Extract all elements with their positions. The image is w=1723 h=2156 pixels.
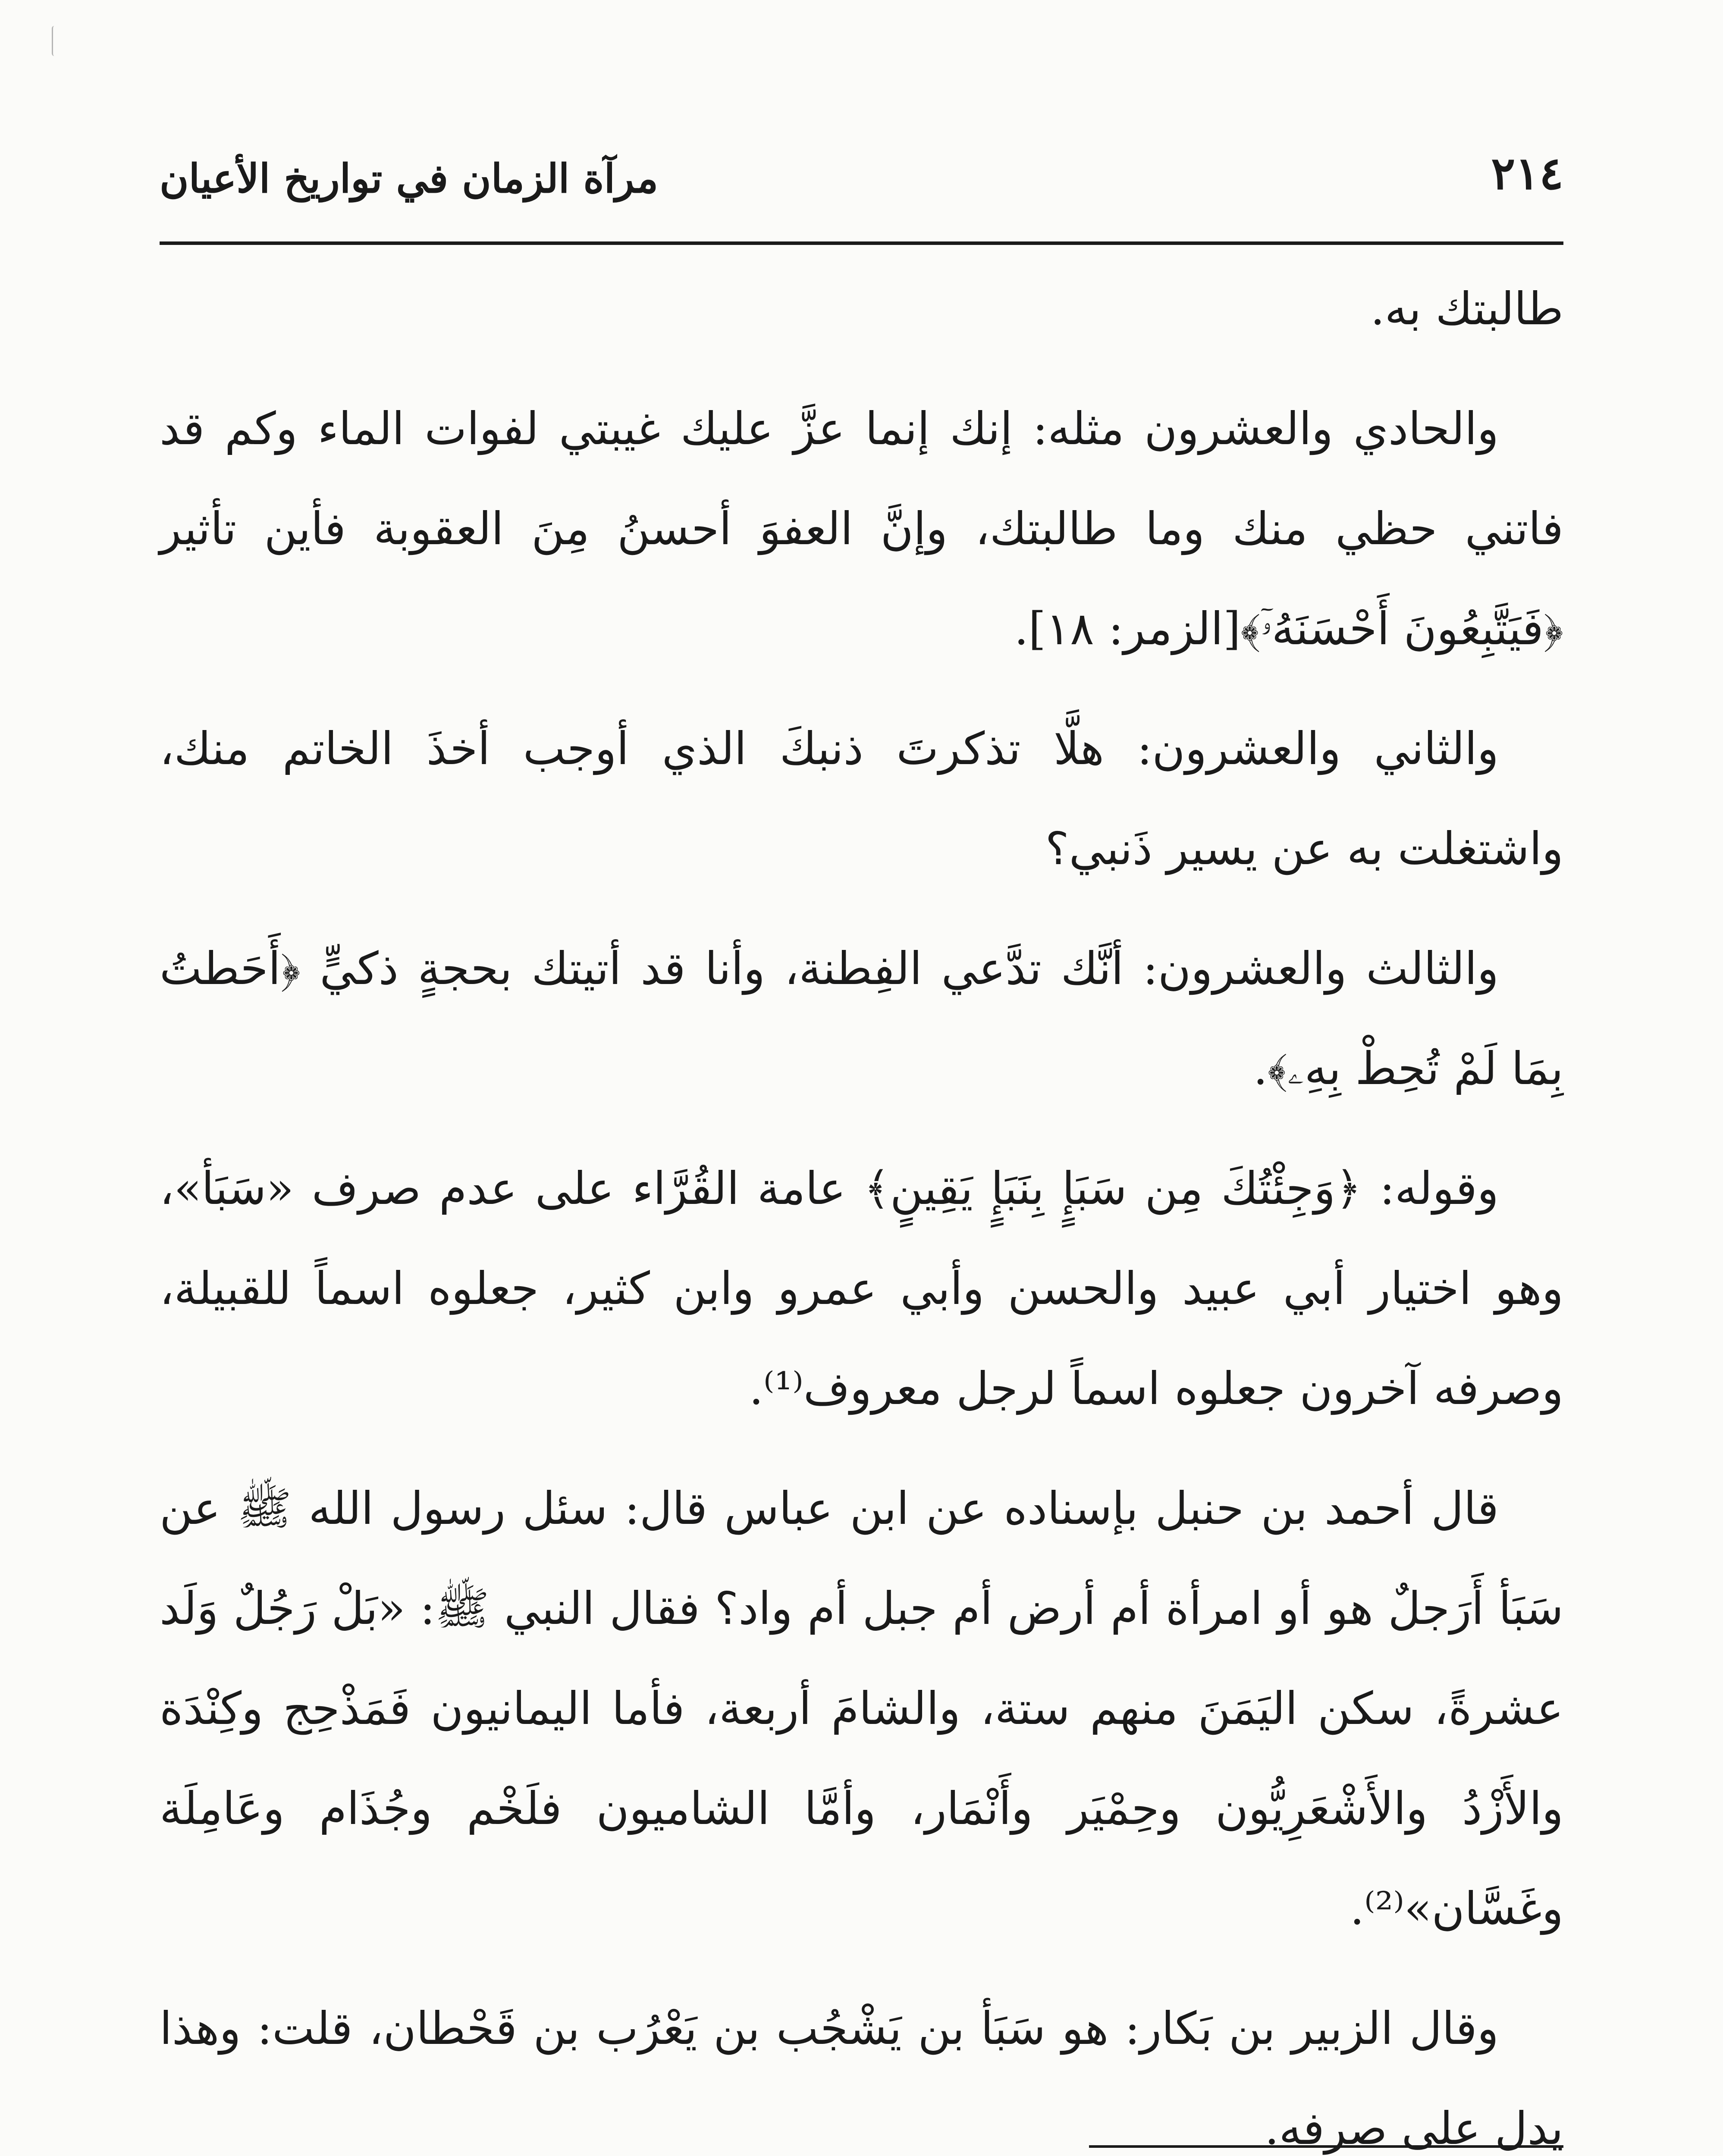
page-header (160, 129, 1563, 245)
scan-artifact (52, 26, 59, 56)
footnote-separator (1089, 2145, 1563, 2148)
paragraph: قال أحمد بن حنبل بإسناده عن ابن عباس قال: سئل رسول الله ﷺ عن سَبَأ أَرَجلٌ هو أو امرأة أم أرض أم جبل أم واد؟ فقال النبي ﷺ: «بَلْ رَجُلٌ وَلَد عشرةً، سكن اليَمَنَ منهم ستة، والشامَ أربعة، فأما اليمانيون فَمَذْحِج وكِنْدَة والأَزْدُ والأَشْعَرِيُّون وحِمْيَر وأَنْمَار، وأمَّا الشاميون فلَخْم وجُذَام وعَامِلَة وغَسَّان»⁽²⁾. (160, 1482, 1563, 1935)
paragraph: والثاني والعشرون: هلَّا تذكرتَ ذنبكَ الذي أوجب أخذَ الخاتم منك، واشتغلت به عن يسير ذَنبي؟ (160, 722, 1563, 875)
paragraph: وقوله: ﴿وَجِئْتُكَ مِن سَبَإٍ بِنَبَإٍ يَقِينٍ﴾ عامة القُرَّاء على عدم صرف «سَبَأ»، وهو اختيار أبي عبيد والحسن وأبي عمرو وابن كثير، جعلوه اسماً للقبيلة، وصرفه آخرون جعلوه اسماً لرجل معروف⁽¹⁾. (160, 1162, 1563, 1415)
running-title: مرآة الزمان في تواريخ الأعيان (160, 155, 659, 202)
paragraph: وقال الزبير بن بَكار: هو سَبَأ بن يَشْجُب بن يَعْرُب بن قَحْطان، قلت: وهذا يدل على صرفه. (160, 2002, 1563, 2155)
paragraph: والثالث والعشرون: أنَّك تدَّعي الفِطنة، وأنا قد أتيتك بحجةٍ ذكيٍّ ﴿أَحَطتُ بِمَا لَمْ تُحِطْ بِهِۦ﴾. (160, 942, 1563, 1095)
page-number: ٢١٤ (1491, 147, 1563, 200)
paragraph: طالبتك به. (1370, 282, 1563, 335)
main-text (160, 259, 1563, 2156)
paragraph: والحادي والعشرون مثله: إنك إنما عزَّ عليك غيبتي لفوات الماء وكم قد فاتني حظي منك وما طالبتك، وإنَّ العفوَ أحسنُ مِنَ العقوبة فأين تأثير ﴿فَيَتَّبِعُونَ أَحْسَنَهُۥٓ﴾[الزمر: ١٨]. (160, 402, 1563, 655)
